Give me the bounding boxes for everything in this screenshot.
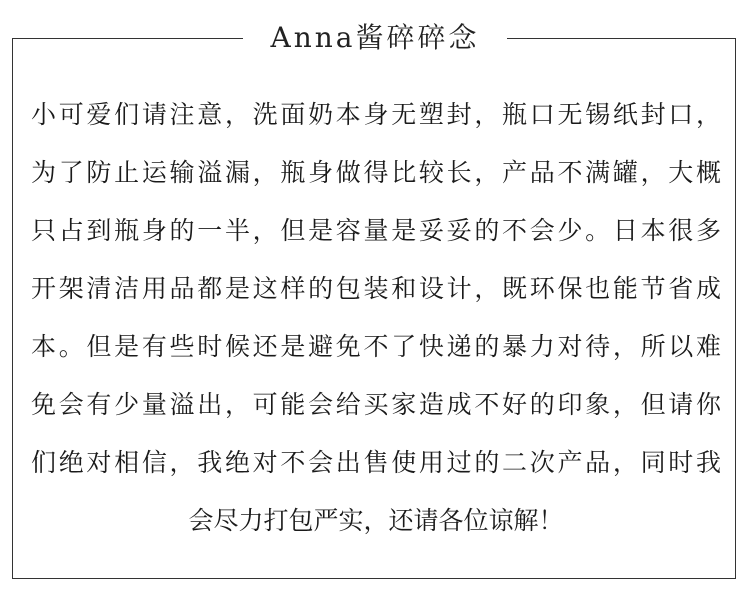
notice-line: 们绝对相信，我绝对不会出售使用过的二次产品，同时我 bbox=[31, 448, 721, 477]
notice-body bbox=[31, 86, 721, 550]
notice-line-last: 会尽力打包严实，还请各位谅解！ bbox=[188, 506, 564, 535]
notice-line: 只占到瓶身的一半，但是容量是妥妥的不会少。日本很多 bbox=[31, 216, 721, 245]
notice-line: 小可爱们请注意，洗面奶本身无塑封，瓶口无锡纸封口， bbox=[31, 100, 721, 129]
notice-line: 为了防止运输溢漏，瓶身做得比较长，产品不满罐，大概 bbox=[31, 158, 721, 187]
notice-line: 免会有少量溢出，可能会给买家造成不好的印象，但请你 bbox=[31, 390, 721, 419]
notice-title: Anna酱碎碎念 bbox=[243, 20, 508, 56]
title-wrap bbox=[0, 20, 750, 56]
notice-line: 开架清洁用品都是这样的包装和设计，既环保也能节省成 bbox=[31, 274, 721, 303]
notice-line: 本。但是有些时候还是避免不了快递的暴力对待，所以难 bbox=[31, 332, 721, 361]
